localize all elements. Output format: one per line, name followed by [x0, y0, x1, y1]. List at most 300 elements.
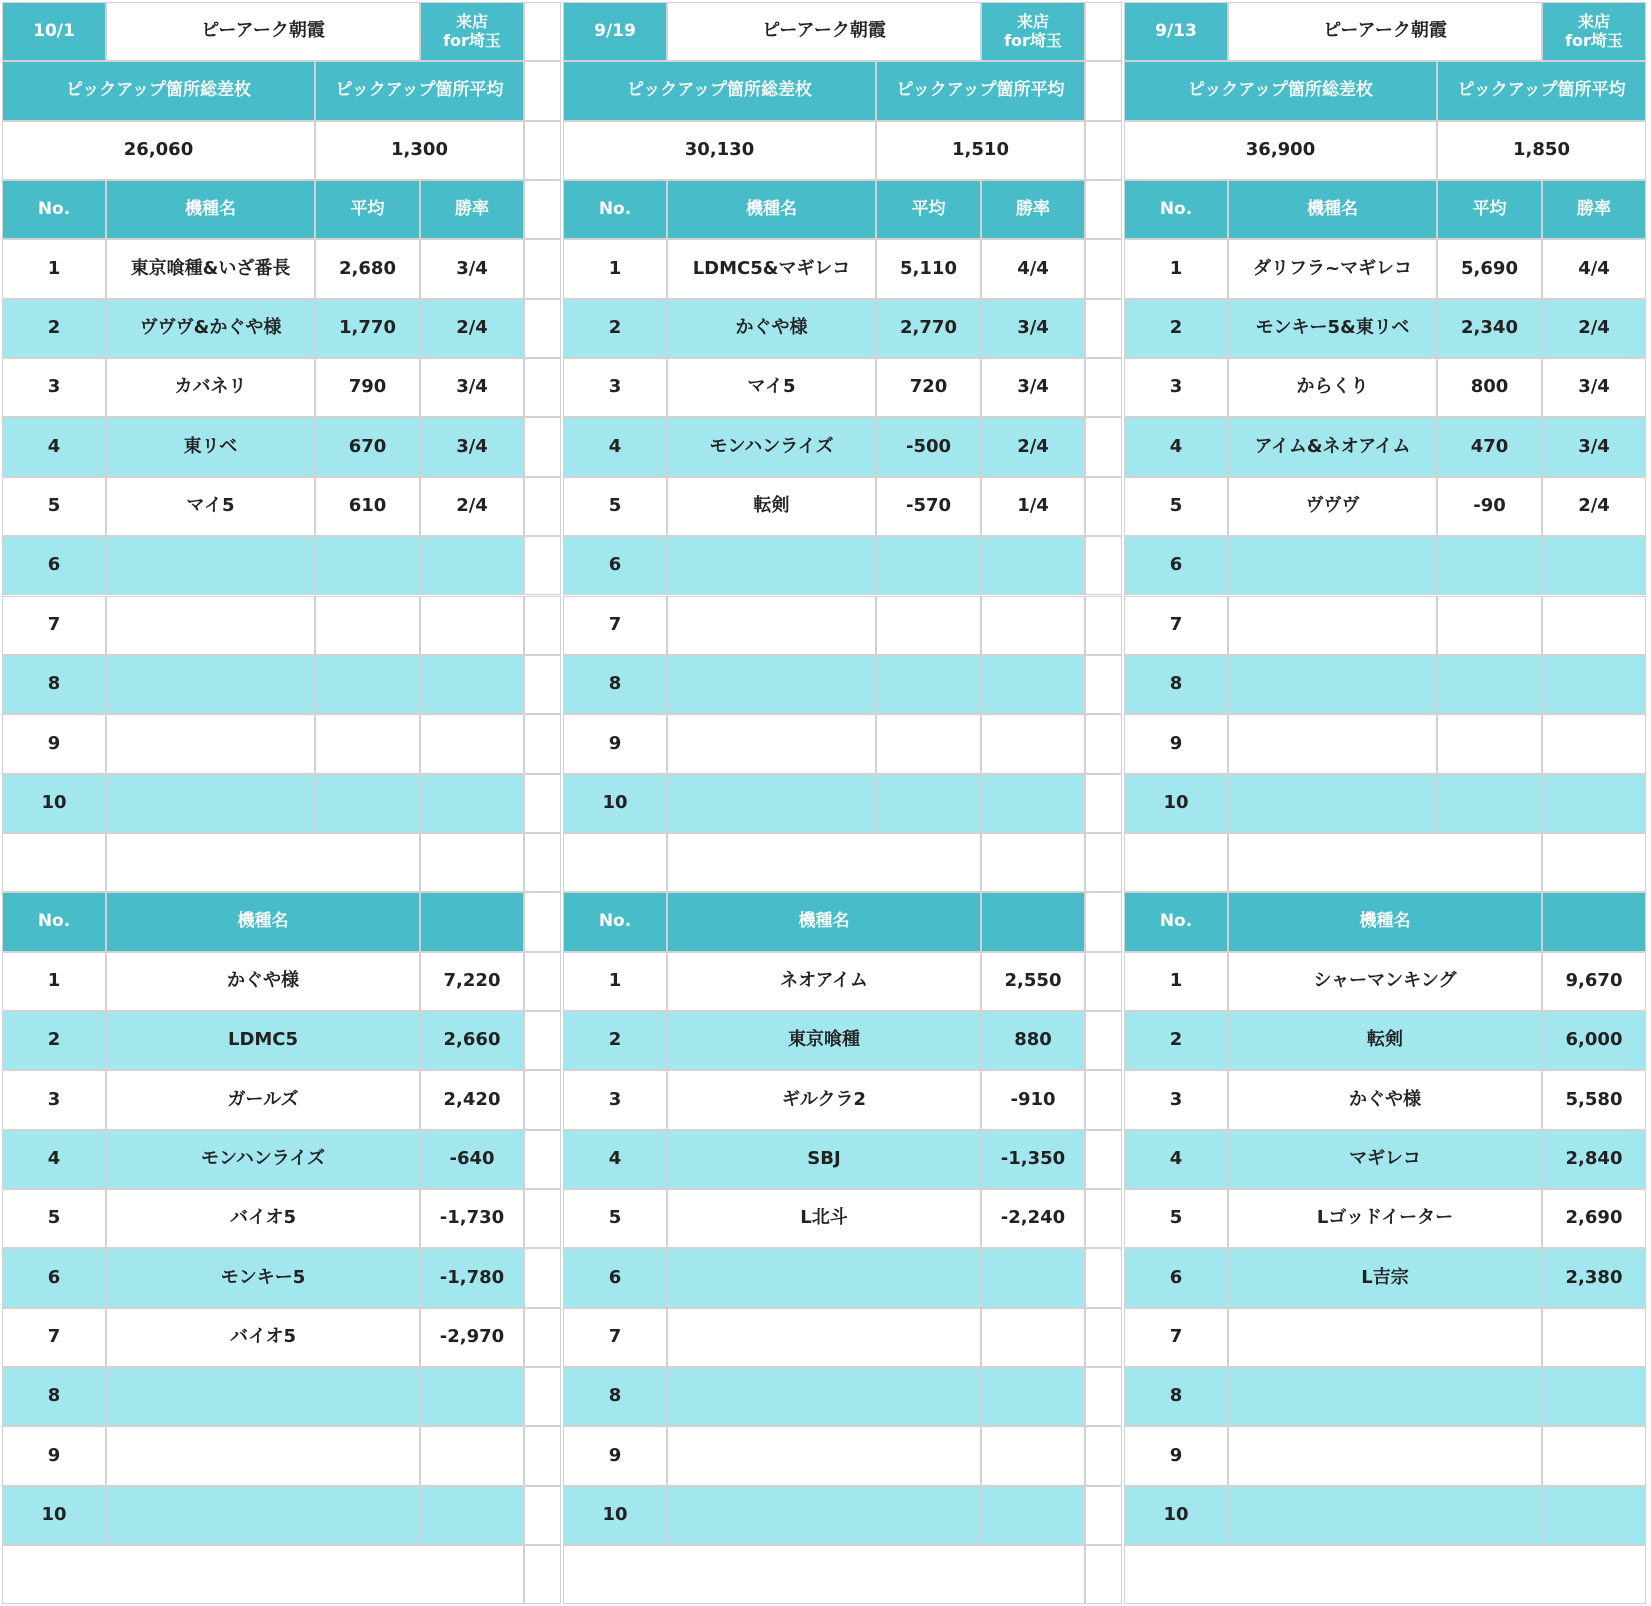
pickup-row-no: 10: [563, 774, 667, 833]
pickup-row-model: マイ5: [667, 358, 876, 417]
store-name: ピーアーク朝霞: [1228, 2, 1542, 61]
separator-cell: [1085, 2, 1122, 61]
bottom-spacer: [2, 1545, 524, 1604]
pickup-row-winrate: 2/4: [420, 299, 524, 358]
separator-cell: [1085, 239, 1122, 298]
rank-row-model: [106, 1486, 420, 1545]
rank-row-no: 7: [1124, 1308, 1228, 1367]
col-avg-header: 平均: [315, 180, 420, 239]
total-label: ピックアップ箇所総差枚: [563, 61, 876, 120]
separator-cell: [1085, 1367, 1122, 1426]
pickup-row-model: [1228, 596, 1437, 655]
pickup-row-winrate: [981, 536, 1085, 595]
separator-cell: [524, 655, 561, 714]
pickup-row-no: 4: [563, 417, 667, 476]
pickup-row-model: [667, 774, 876, 833]
rank-col-value-header: [1542, 892, 1646, 951]
rank-row-no: 2: [2, 1011, 106, 1070]
separator-cell: [524, 1248, 561, 1307]
rank-col-no-header: No.: [563, 892, 667, 951]
pickup-row-no: 5: [1124, 477, 1228, 536]
pickup-row-no: 7: [1124, 596, 1228, 655]
separator-cell: [1085, 1189, 1122, 1248]
pickup-row-model: [1228, 714, 1437, 773]
separator-cell: [1085, 358, 1122, 417]
pickup-row-winrate: [420, 596, 524, 655]
spacer-cell: [1124, 833, 1228, 892]
pickup-row-avg: [315, 596, 420, 655]
separator-cell: [524, 714, 561, 773]
pickup-row-avg: [315, 774, 420, 833]
total-label: ピックアップ箇所総差枚: [1124, 61, 1437, 120]
average-value: 1,850: [1437, 121, 1646, 180]
rank-row-model: [1228, 1426, 1542, 1485]
rank-row-model: モンキー5: [106, 1248, 420, 1307]
rank-row-model: [106, 1426, 420, 1485]
pickup-row-winrate: [420, 714, 524, 773]
rank-row-no: 4: [1124, 1130, 1228, 1189]
rank-row-model: SBJ: [667, 1130, 981, 1189]
pickup-row-avg: 800: [1437, 358, 1542, 417]
separator-cell: [524, 536, 561, 595]
separator-cell: [1085, 61, 1122, 120]
col-no-header: No.: [2, 180, 106, 239]
rank-col-value-header: [981, 892, 1085, 951]
pickup-row-model: 転剣: [667, 477, 876, 536]
col-no-header: No.: [1124, 180, 1228, 239]
pickup-row-model: アイム&ネオアイム: [1228, 417, 1437, 476]
pickup-row-model: [106, 596, 315, 655]
separator-cell: [524, 1545, 561, 1604]
pickup-row-winrate: [1542, 596, 1646, 655]
pickup-row-avg: 720: [876, 358, 981, 417]
pickup-row-model: [667, 596, 876, 655]
pickup-row-no: 3: [1124, 358, 1228, 417]
rank-row-model: L北斗: [667, 1189, 981, 1248]
pickup-row-model: [106, 655, 315, 714]
rank-row-no: 5: [563, 1189, 667, 1248]
pickup-row-no: 1: [1124, 239, 1228, 298]
pickup-row-no: 3: [2, 358, 106, 417]
separator-cell: [1085, 952, 1122, 1011]
pickup-row-avg: 2,680: [315, 239, 420, 298]
rank-row-model: マギレコ: [1228, 1130, 1542, 1189]
rank-row-no: 2: [1124, 1011, 1228, 1070]
separator-cell: [524, 1189, 561, 1248]
pickup-row-winrate: [981, 774, 1085, 833]
separator-cell: [1085, 655, 1122, 714]
average-label: ピックアップ箇所平均: [315, 61, 524, 120]
separator-cell: [1085, 477, 1122, 536]
pickup-row-avg: [876, 714, 981, 773]
pickup-row-no: 5: [2, 477, 106, 536]
pickup-row-winrate: 2/4: [1542, 477, 1646, 536]
pickup-row-model: ダリフラ~マギレコ: [1228, 239, 1437, 298]
pickup-row-no: 7: [563, 596, 667, 655]
rank-row-value: [420, 1367, 524, 1426]
pickup-row-model: 東京喰種&いざ番長: [106, 239, 315, 298]
rank-row-model: [1228, 1367, 1542, 1426]
pickup-row-avg: [315, 536, 420, 595]
bottom-spacer: [563, 1545, 1085, 1604]
rank-row-no: 1: [1124, 952, 1228, 1011]
rank-row-no: 9: [2, 1426, 106, 1485]
rank-col-value-header: [420, 892, 524, 951]
separator-cell: [1085, 1486, 1122, 1545]
rank-row-value: 9,670: [1542, 952, 1646, 1011]
separator-cell: [524, 1070, 561, 1129]
separator-cell: [1085, 892, 1122, 951]
panel-date: 9/19: [563, 2, 667, 61]
rank-row-model: バイオ5: [106, 1308, 420, 1367]
rank-row-value: [981, 1426, 1085, 1485]
pickup-row-model: 東リベ: [106, 417, 315, 476]
pickup-row-avg: 1,770: [315, 299, 420, 358]
separator-cell: [524, 1011, 561, 1070]
average-label: ピックアップ箇所平均: [876, 61, 1085, 120]
spacer-cell: [1228, 833, 1542, 892]
rank-row-no: 2: [563, 1011, 667, 1070]
separator-cell: [1085, 774, 1122, 833]
pickup-row-model: [1228, 655, 1437, 714]
rank-row-model: L吉宗: [1228, 1248, 1542, 1307]
rank-row-value: -1,730: [420, 1189, 524, 1248]
pickup-row-winrate: [981, 714, 1085, 773]
rank-row-model: ギルクラ2: [667, 1070, 981, 1129]
pickup-row-no: 7: [2, 596, 106, 655]
pickup-row-winrate: [1542, 655, 1646, 714]
rank-row-no: 4: [2, 1130, 106, 1189]
pickup-row-no: 8: [1124, 655, 1228, 714]
visit-badge: 来店 for埼玉: [420, 2, 524, 61]
separator-cell: [1085, 1011, 1122, 1070]
total-value: 26,060: [2, 121, 315, 180]
pickup-row-avg: [876, 596, 981, 655]
pickup-row-no: 1: [2, 239, 106, 298]
pickup-row-model: [106, 714, 315, 773]
col-winrate-header: 勝率: [420, 180, 524, 239]
separator-cell: [524, 1308, 561, 1367]
rank-row-no: 1: [563, 952, 667, 1011]
separator-cell: [524, 2, 561, 61]
spacer-cell: [106, 833, 420, 892]
pickup-row-winrate: [981, 596, 1085, 655]
pickup-row-model: LDMC5&マギレコ: [667, 239, 876, 298]
pickup-row-model: [106, 536, 315, 595]
separator-cell: [1085, 596, 1122, 655]
rank-row-no: 1: [2, 952, 106, 1011]
rank-row-value: 2,690: [1542, 1189, 1646, 1248]
pickup-row-avg: 610: [315, 477, 420, 536]
col-model-header: 機種名: [106, 180, 315, 239]
rank-row-value: 2,420: [420, 1070, 524, 1129]
rank-row-no: 6: [563, 1248, 667, 1307]
visit-badge: 来店 for埼玉: [981, 2, 1085, 61]
rank-row-no: 9: [1124, 1426, 1228, 1485]
rank-row-no: 7: [2, 1308, 106, 1367]
separator-cell: [524, 358, 561, 417]
pickup-row-winrate: 3/4: [420, 358, 524, 417]
separator-cell: [1085, 121, 1122, 180]
rank-row-no: 10: [563, 1486, 667, 1545]
col-winrate-header: 勝率: [1542, 180, 1646, 239]
separator-cell: [524, 1367, 561, 1426]
separator-cell: [524, 121, 561, 180]
pickup-row-no: 4: [1124, 417, 1228, 476]
rank-row-no: 5: [2, 1189, 106, 1248]
pickup-row-avg: [1437, 596, 1542, 655]
separator-cell: [524, 892, 561, 951]
pickup-row-winrate: 2/4: [981, 417, 1085, 476]
pickup-row-winrate: [981, 655, 1085, 714]
col-winrate-header: 勝率: [981, 180, 1085, 239]
pickup-row-avg: [1437, 655, 1542, 714]
rank-row-model: 転剣: [1228, 1011, 1542, 1070]
rank-row-value: 2,380: [1542, 1248, 1646, 1307]
rank-row-value: [1542, 1426, 1646, 1485]
separator-cell: [524, 1426, 561, 1485]
rank-row-model: ネオアイム: [667, 952, 981, 1011]
rank-row-value: 880: [981, 1011, 1085, 1070]
rank-col-model-header: 機種名: [1228, 892, 1542, 951]
rank-row-value: -640: [420, 1130, 524, 1189]
store-name: ピーアーク朝霞: [106, 2, 420, 61]
rank-row-model: [667, 1248, 981, 1307]
pickup-row-winrate: 3/4: [981, 299, 1085, 358]
pickup-row-model: ヴヴヴ: [1228, 477, 1437, 536]
rank-row-value: 5,580: [1542, 1070, 1646, 1129]
pickup-row-no: 3: [563, 358, 667, 417]
pickup-row-avg: [876, 655, 981, 714]
pickup-row-avg: 790: [315, 358, 420, 417]
pickup-row-no: 9: [2, 714, 106, 773]
rank-col-model-header: 機種名: [667, 892, 981, 951]
pickup-row-model: からくり: [1228, 358, 1437, 417]
rank-row-no: 9: [563, 1426, 667, 1485]
pickup-row-no: 4: [2, 417, 106, 476]
pickup-row-winrate: 4/4: [1542, 239, 1646, 298]
rank-row-model: [106, 1367, 420, 1426]
rank-col-model-header: 機種名: [106, 892, 420, 951]
rank-row-no: 10: [2, 1486, 106, 1545]
pickup-row-model: ヴヴヴ&かぐや様: [106, 299, 315, 358]
pickup-row-winrate: 3/4: [1542, 417, 1646, 476]
rank-row-no: 6: [1124, 1248, 1228, 1307]
spacer-cell: [420, 833, 524, 892]
pickup-row-avg: [876, 774, 981, 833]
pickup-row-no: 6: [2, 536, 106, 595]
rank-col-no-header: No.: [1124, 892, 1228, 951]
separator-cell: [524, 180, 561, 239]
total-value: 30,130: [563, 121, 876, 180]
pickup-row-avg: -570: [876, 477, 981, 536]
rank-row-no: 3: [1124, 1070, 1228, 1129]
rank-row-no: 8: [563, 1367, 667, 1426]
pickup-row-avg: [315, 714, 420, 773]
rank-row-no: 10: [1124, 1486, 1228, 1545]
separator-cell: [1085, 1308, 1122, 1367]
col-avg-header: 平均: [1437, 180, 1542, 239]
col-model-header: 機種名: [667, 180, 876, 239]
separator-cell: [1085, 1248, 1122, 1307]
total-label: ピックアップ箇所総差枚: [2, 61, 315, 120]
pickup-row-model: モンハンライズ: [667, 417, 876, 476]
separator-cell: [1085, 536, 1122, 595]
spacer-cell: [563, 833, 667, 892]
pickup-row-no: 6: [1124, 536, 1228, 595]
pickup-row-avg: 5,690: [1437, 239, 1542, 298]
pickup-row-model: [667, 714, 876, 773]
separator-cell: [524, 596, 561, 655]
pickup-row-no: 10: [2, 774, 106, 833]
rank-row-model: 東京喰種: [667, 1011, 981, 1070]
average-label: ピックアップ箇所平均: [1437, 61, 1646, 120]
separator-cell: [524, 833, 561, 892]
rank-row-value: -910: [981, 1070, 1085, 1129]
visit-badge: 来店 for埼玉: [1542, 2, 1646, 61]
pickup-row-model: カバネリ: [106, 358, 315, 417]
pickup-row-winrate: [420, 655, 524, 714]
rank-row-model: かぐや様: [106, 952, 420, 1011]
separator-cell: [1085, 714, 1122, 773]
rank-row-value: 6,000: [1542, 1011, 1646, 1070]
pickup-row-winrate: [420, 536, 524, 595]
pickup-row-avg: 670: [315, 417, 420, 476]
separator-cell: [524, 774, 561, 833]
separator-cell: [1085, 1070, 1122, 1129]
separator-cell: [524, 477, 561, 536]
rank-row-no: 4: [563, 1130, 667, 1189]
pickup-row-avg: [1437, 714, 1542, 773]
col-avg-header: 平均: [876, 180, 981, 239]
rank-row-model: [667, 1486, 981, 1545]
rank-row-value: [420, 1486, 524, 1545]
pickup-row-no: 9: [1124, 714, 1228, 773]
pickup-row-model: マイ5: [106, 477, 315, 536]
pickup-row-avg: [876, 536, 981, 595]
pickup-row-no: 2: [2, 299, 106, 358]
rank-row-value: 7,220: [420, 952, 524, 1011]
separator-cell: [524, 1486, 561, 1545]
pickup-row-winrate: 2/4: [420, 477, 524, 536]
separator-cell: [1085, 299, 1122, 358]
rank-row-no: 8: [1124, 1367, 1228, 1426]
pickup-row-avg: [1437, 536, 1542, 595]
pickup-row-winrate: 3/4: [420, 239, 524, 298]
pickup-row-winrate: 3/4: [1542, 358, 1646, 417]
pickup-row-winrate: 4/4: [981, 239, 1085, 298]
rank-row-no: 8: [2, 1367, 106, 1426]
pickup-row-avg: 2,770: [876, 299, 981, 358]
rank-row-value: 2,840: [1542, 1130, 1646, 1189]
pickup-row-model: [106, 774, 315, 833]
pickup-row-avg: -500: [876, 417, 981, 476]
bottom-spacer: [1124, 1545, 1646, 1604]
spacer-cell: [1542, 833, 1646, 892]
rank-row-value: [981, 1308, 1085, 1367]
separator-cell: [1085, 1545, 1122, 1604]
pickup-row-no: 1: [563, 239, 667, 298]
pickup-row-no: 8: [563, 655, 667, 714]
pickup-row-winrate: [1542, 536, 1646, 595]
pickup-row-model: [667, 536, 876, 595]
pickup-row-avg: [315, 655, 420, 714]
rank-row-model: モンハンライズ: [106, 1130, 420, 1189]
rank-row-model: [1228, 1486, 1542, 1545]
rank-row-model: シャーマンキング: [1228, 952, 1542, 1011]
pickup-row-winrate: 3/4: [420, 417, 524, 476]
pickup-row-no: 6: [563, 536, 667, 595]
pickup-row-winrate: [420, 774, 524, 833]
rank-row-value: [1542, 1367, 1646, 1426]
pickup-row-no: 9: [563, 714, 667, 773]
pickup-row-avg: -90: [1437, 477, 1542, 536]
rank-row-model: [667, 1426, 981, 1485]
separator-cell: [1085, 1130, 1122, 1189]
pickup-row-winrate: 1/4: [981, 477, 1085, 536]
rank-row-model: LDMC5: [106, 1011, 420, 1070]
pickup-row-no: 2: [563, 299, 667, 358]
pickup-row-model: [1228, 774, 1437, 833]
separator-cell: [1085, 180, 1122, 239]
rank-row-model: Lゴッドイーター: [1228, 1189, 1542, 1248]
rank-row-value: -1,780: [420, 1248, 524, 1307]
col-model-header: 機種名: [1228, 180, 1437, 239]
pickup-row-avg: 5,110: [876, 239, 981, 298]
pickup-row-no: 2: [1124, 299, 1228, 358]
rank-row-value: -2,970: [420, 1308, 524, 1367]
pickup-row-no: 5: [563, 477, 667, 536]
rank-col-no-header: No.: [2, 892, 106, 951]
rank-row-value: [981, 1367, 1085, 1426]
pickup-row-winrate: 2/4: [1542, 299, 1646, 358]
rank-row-value: -2,240: [981, 1189, 1085, 1248]
panel-date: 10/1: [2, 2, 106, 61]
rank-row-value: 2,660: [420, 1011, 524, 1070]
separator-cell: [524, 299, 561, 358]
pickup-row-avg: 2,340: [1437, 299, 1542, 358]
pickup-row-model: モンキー5&東リベ: [1228, 299, 1437, 358]
pickup-row-model: [667, 655, 876, 714]
average-value: 1,300: [315, 121, 524, 180]
separator-cell: [524, 61, 561, 120]
rank-row-model: かぐや様: [1228, 1070, 1542, 1129]
separator-cell: [524, 239, 561, 298]
rank-row-value: 2,550: [981, 952, 1085, 1011]
pickup-row-model: [1228, 536, 1437, 595]
separator-cell: [1085, 1426, 1122, 1485]
separator-cell: [1085, 833, 1122, 892]
panel-date: 9/13: [1124, 2, 1228, 61]
rank-row-value: [981, 1248, 1085, 1307]
pickup-row-winrate: 3/4: [981, 358, 1085, 417]
rank-row-no: 7: [563, 1308, 667, 1367]
pickup-row-no: 10: [1124, 774, 1228, 833]
rank-row-model: バイオ5: [106, 1189, 420, 1248]
rank-row-model: [667, 1308, 981, 1367]
pickup-row-model: かぐや様: [667, 299, 876, 358]
rank-row-value: [420, 1426, 524, 1485]
average-value: 1,510: [876, 121, 1085, 180]
spacer-cell: [2, 833, 106, 892]
rank-row-no: 3: [2, 1070, 106, 1129]
store-name: ピーアーク朝霞: [667, 2, 981, 61]
pickup-row-no: 8: [2, 655, 106, 714]
rank-row-model: [667, 1367, 981, 1426]
rank-row-value: [1542, 1486, 1646, 1545]
pickup-row-avg: [1437, 774, 1542, 833]
rank-row-value: [981, 1486, 1085, 1545]
